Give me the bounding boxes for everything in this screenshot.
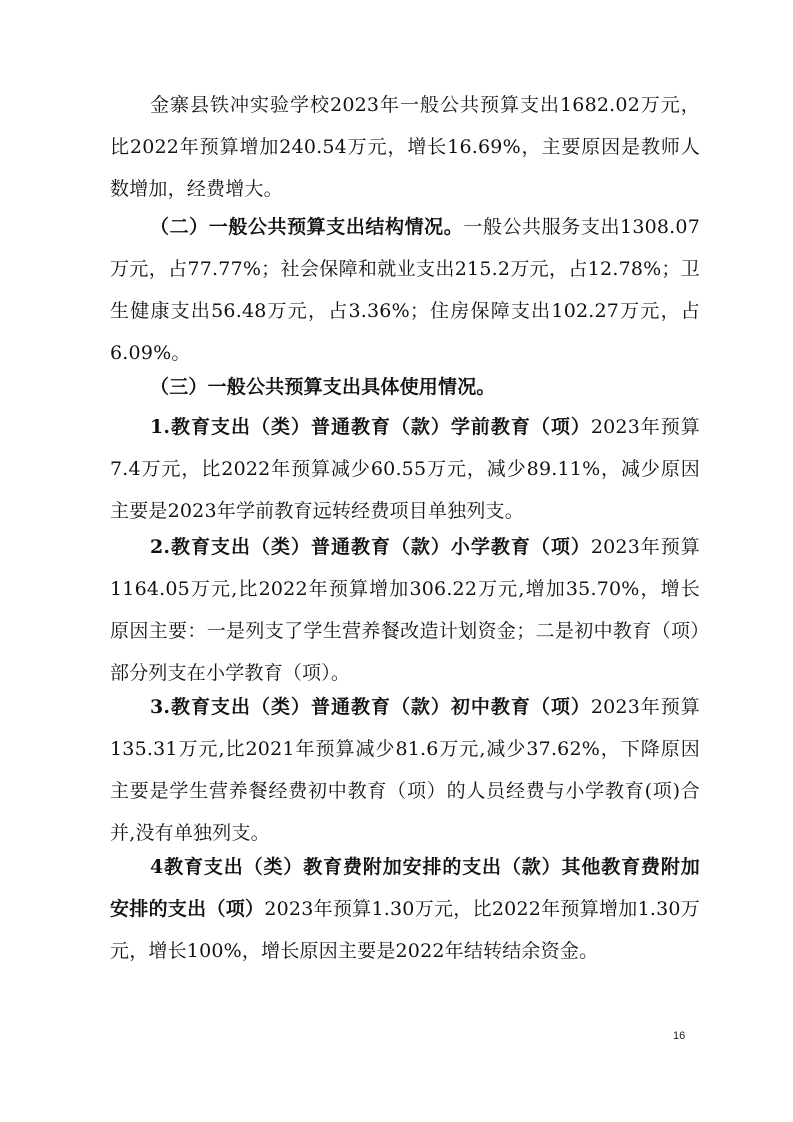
paragraph-junior-middle-education [110, 686, 700, 854]
page-number: 16 [673, 1030, 686, 1042]
paragraph-specific-usage-heading [110, 366, 700, 408]
paragraph-text: 2023年预算1164.05万元,比2022年预算增加306.22万元,增加35.70%，增长原因主要：一是列支了学生营养餐改造计划资金；二是初中教育（项）部分列支在小学教育（项）。 [110, 536, 700, 684]
paragraph-preschool-education [110, 406, 700, 532]
paragraph-lead: （三）一般公共预算支出具体使用情况。 [150, 376, 496, 398]
paragraph-text: 金寨县铁冲实验学校2023年一般公共预算支出1682.02万元，比2022年预算增加240.54万元，增长16.69%，主要原因是教师人数增加，经费增大。 [110, 94, 700, 200]
paragraph-text: 2023年预算1.30万元，比2022年预算增加1.30万元，增长100%，增长原因主要是2022年结转结余资金。 [110, 898, 700, 962]
paragraph-budget-summary [110, 84, 700, 210]
paragraph-text: 2023年预算7.4万元，比2022年预算减少60.55万元，减少89.11%，减少原因主要是2023年学前教育远转经费项目单独列支。 [110, 416, 700, 522]
paragraph-text: 2023年预算135.31万元,比2021年预算减少81.6万元,减少37.62%，下降原因主要是学生营养餐经费初中教育（项）的人员经费与小学教育(项)合并,没有单独列支。 [110, 696, 700, 844]
paragraph-primary-education [110, 526, 700, 694]
paragraph-lead: 2.教育支出（类）普通教育（款）小学教育（项） [150, 536, 591, 558]
paragraph-education-surcharge [110, 846, 700, 972]
paragraph-lead: 4教育支出（类）教育费附加安排的支出（款）其他教育费附加安排的支出（项） [110, 856, 700, 920]
paragraph-lead: 1.教育支出（类）普通教育（款）学前教育（项） [150, 416, 591, 438]
paragraph-text: 一般公共服务支出1308.07万元，占77.77%；社会保障和就业支出215.2万元，占12.78%；卫生健康支出56.48万元，占3.36%；住房保障支出102.27万元，占6.09%。 [110, 216, 701, 364]
paragraph-lead: 3.教育支出（类）普通教育（款）初中教育（项） [150, 696, 591, 718]
paragraph-expenditure-structure [110, 206, 700, 374]
paragraph-lead: （二）一般公共预算支出结构情况。 [150, 216, 464, 238]
